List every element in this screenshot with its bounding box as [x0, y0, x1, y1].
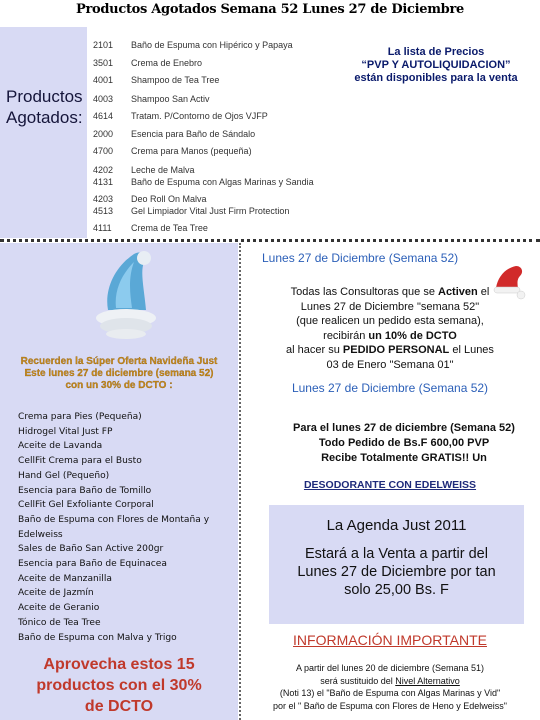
list-item: Aceite de Geranio: [18, 603, 100, 614]
pedido-line-3: Recibe Totalmente GRATIS!! Un: [321, 452, 487, 464]
list-item: Hand Gel (Pequeño): [18, 470, 110, 481]
consult-line-2: Lunes 27 de Diciembre "semana 52": [300, 300, 480, 313]
info-line-4: por el " Baño de Espuma con Flores de Heno y Edelweiss": [272, 700, 507, 711]
list-item: Baño de Espuma con Malva y Trigo: [18, 632, 177, 643]
list-item: Esencia para Baño de Tomillo: [18, 485, 152, 496]
aprovecha-line-3: de DCTO: [84, 698, 154, 715]
offer-products-list: [18, 410, 209, 645]
christmas-offer-text: [14, 356, 224, 392]
price-list-notice: [330, 46, 540, 85]
agenda-title: La Agenda Just 2011: [326, 517, 467, 534]
product-code: 4202: [93, 165, 114, 175]
important-info-heading: INFORMACIÓN IMPORTANTE: [293, 632, 487, 648]
product-desc: Deo Roll On Malva: [131, 194, 207, 204]
product-code: 4131: [93, 177, 114, 187]
list-item: Aceite de Jazmín: [18, 588, 94, 599]
list-item: Crema para Pies (Pequeña): [18, 412, 142, 422]
important-info-text: [240, 662, 540, 712]
product-code: 4003: [93, 94, 114, 104]
agenda-line-2: Lunes 27 de Diciembre por tan: [297, 564, 496, 580]
consult-line-1: [270, 285, 510, 300]
product-desc: Crema para Manos (pequeña): [131, 146, 252, 156]
list-item: Baño de Espuma con Flores de Montaña y: [18, 514, 210, 525]
gift-notice: [268, 421, 540, 466]
aprovecha-line-2: productos con el 30%: [36, 677, 202, 694]
precios-line-1: La lista de Precios: [387, 46, 485, 58]
precios-line-3: están disponibles para la venta: [354, 72, 518, 84]
aprovecha-line-1: Aprovecha estos 15: [43, 656, 195, 673]
list-item: CellFit Gel Exfoliante Corporal: [18, 500, 154, 511]
week-heading-2: Lunes 27 de Diciembre (Semana 52): [291, 381, 489, 395]
consult-line-6: 03 de Enero "Semana 01": [326, 358, 454, 371]
product-code: 4513: [93, 206, 114, 216]
product-desc: Crema de Enebro: [131, 58, 203, 68]
product-code: 3501: [93, 58, 114, 68]
list-item: Sales de Baño San Active 200gr: [18, 544, 164, 555]
product-code: 4111: [93, 223, 112, 233]
product-desc: Baño de Espuma con Algas Marinas y Sandia: [131, 177, 314, 187]
precios-line-2: “PVP Y AUTOLIQUIDACION”: [361, 59, 511, 71]
oferta-line-1: Recuerden la Súper Oferta Navideña Just: [20, 356, 218, 367]
info-line-2: [240, 675, 540, 688]
list-item: Esencia para Baño de Equinacea: [18, 559, 167, 570]
product-desc: Esencia para Baño de Sándalo: [131, 129, 256, 139]
product-desc: Leche de Malva: [131, 165, 195, 175]
agenda-line-3: solo 25,00 Bs. F: [344, 582, 449, 598]
agenda-text: [269, 545, 524, 599]
desodorante-link: DESODORANTE CON EDELWEISS: [303, 479, 477, 491]
list-item: Aceite de Manzanilla: [18, 573, 112, 584]
productos-agotados-label: [6, 86, 83, 128]
oferta-line-3: con un 30% de DCTO :: [65, 380, 173, 391]
product-desc: Shampoo San Activ: [131, 94, 210, 104]
product-desc: Gel Limpiador Vital Just Firm Protection: [131, 206, 290, 216]
product-desc: Crema de Tea Tree: [131, 223, 208, 233]
consult-line-3: (que realicen un pedido esta semana),: [296, 315, 484, 327]
text-span: Todas las Consultoras que se: [290, 286, 438, 298]
info-line-1: A partir del lunes 20 de diciembre (Semana 51): [295, 663, 485, 673]
product-desc: Tratam. P/Contorno de Ojos VJFP: [131, 111, 268, 121]
text-span: será sustituido del: [320, 675, 396, 686]
oferta-line-2: Este lunes 27 de diciembre (semana 52): [24, 368, 214, 379]
aprovecha-callout: [14, 654, 224, 717]
week-heading-1: Lunes 27 de Diciembre (Semana 52): [262, 251, 459, 265]
product-code: 4700: [93, 146, 114, 156]
product-code: 2101: [93, 40, 114, 50]
text-span: al hacer su: [286, 344, 343, 356]
label-line-1: Productos: [6, 87, 83, 106]
product-code: 4001: [93, 75, 114, 85]
pedido-line-1: Para el lunes 27 de diciembre (Semana 52): [293, 422, 515, 434]
agenda-line-1: Estará a la Venta a partir del: [305, 546, 488, 562]
product-code: 2000: [93, 129, 114, 139]
product-desc: Shampoo de Tea Tree: [131, 75, 220, 85]
left-panel: [0, 27, 87, 238]
product-code: 4203: [93, 194, 114, 204]
pedido-line-2: Todo Pedido de Bs.F 600,00 PVP: [318, 437, 490, 449]
list-item: Aceite de Lavanda: [18, 441, 103, 452]
text-span-bold: PEDIDO PERSONAL: [342, 344, 450, 356]
text-span-underlined: Nivel Alternativo: [395, 675, 460, 686]
consultoras-notice: [270, 285, 510, 372]
text-span-bold: Activen: [438, 286, 478, 298]
list-item: Hidrogel Vital Just FP: [18, 426, 113, 437]
product-code: 4614: [93, 111, 114, 121]
santa-hat-image: [86, 248, 166, 348]
consult-line-5: [270, 343, 510, 358]
list-item: CellFit Crema para el Busto: [18, 456, 142, 467]
info-line-3: (Noti 13) el "Baño de Espuma con Algas Marinas y Vid": [279, 688, 501, 699]
consult-line-4: [270, 329, 510, 344]
text-span: recibirán: [323, 329, 369, 342]
list-item: Edelweiss: [18, 529, 63, 540]
text-span: el: [477, 286, 490, 298]
list-item: Tónico de Tea Tree: [18, 617, 101, 628]
page-title: Productos Agotados Semana 52 Lunes 27 de Diciembre: [76, 2, 464, 17]
section-divider: [0, 239, 540, 242]
product-desc: Baño de Espuma con Hipérico y Papaya: [131, 40, 293, 50]
label-line-2: Agotados:: [6, 108, 83, 127]
text-span-bold: un 10% de DCTO: [368, 329, 457, 342]
text-span: el Lunes: [449, 344, 494, 356]
